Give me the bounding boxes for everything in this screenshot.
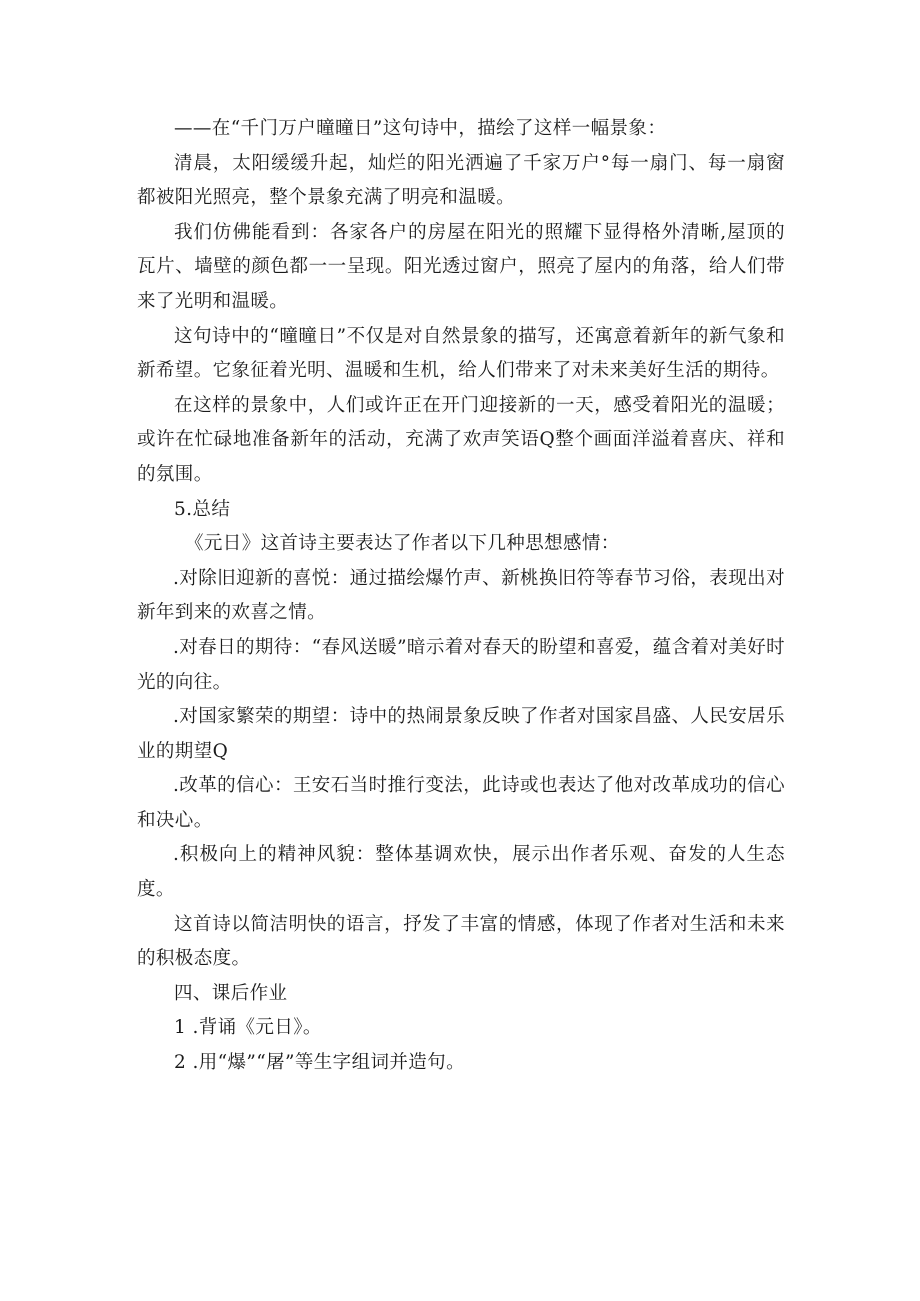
section-heading-homework: 四、课后作业 bbox=[174, 982, 288, 1004]
paragraph-meaning: 这句诗中的“曈曈日”不仅是对自然景象的描写，还寓意着新年的新气象和新希望。它象征着光明、温暖和生机，给人们带来了对未来美好生活的期待。 bbox=[137, 325, 785, 382]
paragraph-intro: ——在“千门万户曈曈日”这句诗中，描绘了这样一幅景象： bbox=[174, 118, 667, 139]
homework-item: 2 .用“爆”“屠”等生字组词并造句。 bbox=[174, 1052, 465, 1074]
section-heading-summary: 5.总结 bbox=[174, 498, 231, 520]
list-item: .改革的信心：王安石当时推行变法，此诗或也表达了他对改革成功的信心和决心。 bbox=[137, 775, 785, 831]
paragraph-morning-scene: 清晨，太阳缓缓升起，灿烂的阳光洒遍了千家万户°每一扇门、每一扇窗都被阳光照亮，整个景象充满了明亮和温暖。 bbox=[137, 152, 785, 209]
list-item: .积极向上的精神风貌：整体基调欢快，展示出作者乐观、奋发的人生态度。 bbox=[137, 844, 785, 901]
list-item: .对除旧迎新的喜悦：通过描绘爆竹声、新桃换旧符等春节习俗，表现出对新年到来的欢喜之情。 bbox=[137, 567, 785, 624]
document-page bbox=[137, 112, 785, 1081]
homework-item: 1 .背诵《元日》。 bbox=[174, 1017, 322, 1039]
list-item: .对春日的期待：“春风送暖”暗示着对春天的盼望和喜爱，蕴含着对美好时光的向往。 bbox=[137, 636, 785, 693]
paragraph-summary-intro: 《元日》这首诗主要表达了作者以下几种思想感情： bbox=[185, 533, 620, 555]
paragraph-festive: 在这样的景象中，人们或许正在开门迎接新的一天，感受着阳光的温暖；或许在忙碌地准备新年的活动，充满了欢声笑语Q整个画面洋溢着喜庆、祥和的氛围。 bbox=[137, 394, 785, 485]
paragraph-conclusion: 这首诗以简洁明快的语言，抒发了丰富的情感，体现了作者对生活和未来的积极态度。 bbox=[137, 913, 785, 970]
list-item: .对国家繁荣的期望：诗中的热闹景象反映了作者对国家昌盛、人民安居乐业的期望Q bbox=[137, 706, 785, 762]
paragraph-houses: 我们仿佛能看到：各家各户的房屋在阳光的照耀下显得格外清晰,屋顶的瓦片、墙壁的颜色都一一呈现。阳光透过窗户，照亮了屋内的角落，给人们带来了光明和温暖。 bbox=[137, 221, 785, 312]
